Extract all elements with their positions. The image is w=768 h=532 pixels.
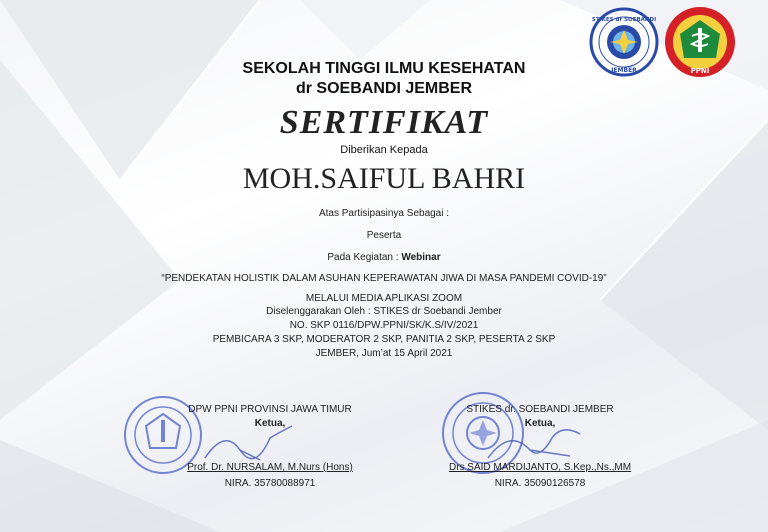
event-title: “PENDEKATAN HOLISTIK DALAM ASUHAN KEPERAWATAN JIWA DI MASA PANDEMI COVID-19” bbox=[161, 273, 607, 284]
media-line: MELALUI MEDIA APLIKASI ZOOM bbox=[305, 293, 463, 304]
signatory-role: Ketua, bbox=[254, 418, 286, 429]
activity-type: Webinar bbox=[401, 252, 441, 263]
given-to-label: Diberikan Kepada bbox=[340, 144, 428, 156]
svg-text:JEMBER: JEMBER bbox=[611, 67, 637, 74]
skp-number: NO. SKP 0116/DPW.PPNI/SK/K.S/IV/2021 bbox=[289, 320, 479, 331]
signatory-name: Prof. Dr. NURSALAM, M.Nurs (Hons) bbox=[187, 462, 353, 473]
activity-line bbox=[0, 252, 768, 263]
certificate-title: SERTIFIKAT bbox=[279, 104, 489, 141]
recipient-name: MOH.SAIFUL BAHRI bbox=[242, 162, 526, 195]
institution-line1: SEKOLAH TINGGI ILMU KESEHATAN bbox=[242, 60, 526, 77]
organizer-line: Diselenggarakan Oleh : STIKES dr Soebandi Jember bbox=[266, 306, 502, 317]
place-date: JEMBER, Jum’at 15 April 2021 bbox=[315, 348, 453, 359]
signatory-name: Drs SAID MARDIJANTO, S.Kep.,Ns.,MM bbox=[448, 462, 632, 473]
signatory-nira: NIRA. 35780088971 bbox=[224, 478, 316, 489]
participation-label: Atas Partisipasinya Sebagai : bbox=[318, 208, 450, 219]
activity-label: Pada Kegiatan : bbox=[327, 252, 399, 263]
participant-role: Peserta bbox=[366, 230, 402, 241]
signatory-role: Ketua, bbox=[524, 418, 556, 429]
svg-text:STIKES dr SOEBANDI: STIKES dr SOEBANDI bbox=[591, 17, 657, 23]
svg-text:PPNI: PPNI bbox=[690, 67, 710, 75]
signatory-org: STIKES dr. SOEBANDI JEMBER bbox=[466, 404, 614, 415]
skp-points: PEMBICARA 3 SKP, MODERATOR 2 SKP, PANITIA 2 SKP, PESERTA 2 SKP bbox=[212, 334, 556, 345]
signatory-nira: NIRA. 35090126578 bbox=[494, 478, 586, 489]
institution-line2: dr SOEBANDI JEMBER bbox=[295, 80, 473, 97]
signatory-org: DPW PPNI PROVINSI JAWA TIMUR bbox=[188, 404, 352, 415]
